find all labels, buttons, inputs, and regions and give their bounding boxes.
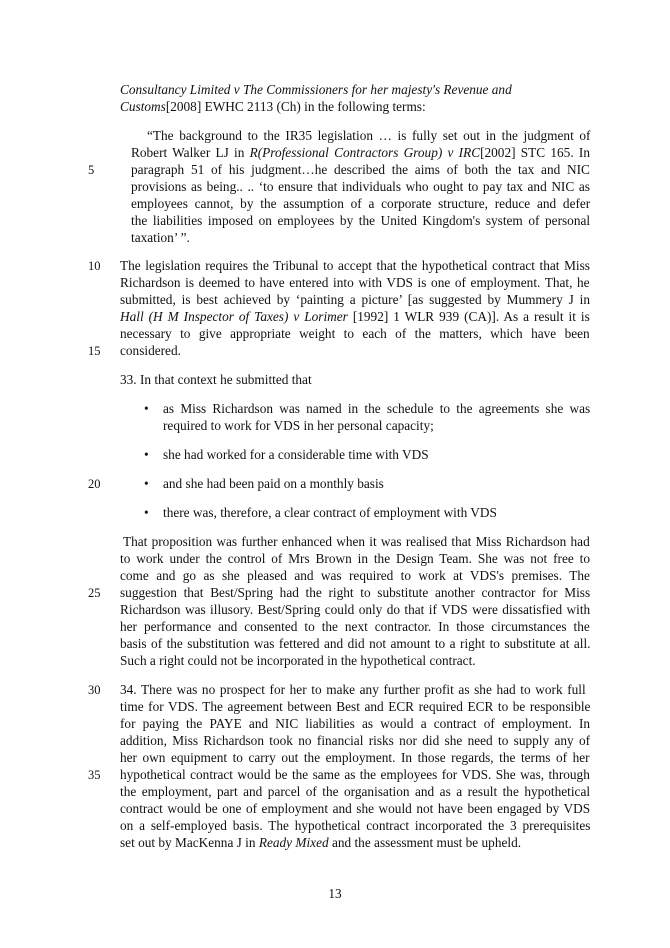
quote-line-4: provisions as being.. .. ‘to ensure that individuals who ought to pay tax and NIC as bbox=[131, 179, 590, 194]
line-number-10: 10 bbox=[88, 259, 101, 273]
para1-line-6: considered. bbox=[120, 343, 181, 358]
para2-line-2: to work under the control of Mrs Brown in the Design Team. She was not free to bbox=[120, 551, 590, 566]
quote-line-3: paragraph 51 of his judgment…he described the aims of both the tax and NIC bbox=[131, 162, 590, 177]
para1-line-5: necessary to give appropriate weight to each of the matters, which have been bbox=[120, 326, 590, 341]
para2-line-4: suggestion that Best/Spring had the right to substitute another contractor for Miss bbox=[120, 585, 591, 600]
para34-line-10: set out by MacKenna J in Ready Mixed and the assessment must be upheld. bbox=[120, 835, 522, 850]
bullet-3: • bbox=[144, 476, 149, 491]
para34-line-8: contract would be one of employment and she would not have been engaged by VDS bbox=[120, 801, 591, 816]
para34-line-6: hypothetical contract would be the same as the employees for VDS. She was, through bbox=[120, 767, 590, 782]
para1-line-4: Hall (H M Inspector of Taxes) v Lorimer [1992] 1 WLR 939 (CA)]. As a result it is bbox=[120, 309, 590, 324]
line-number-30: 30 bbox=[88, 683, 101, 697]
quote-line-1: “The background to the IR35 legislation … is fully set out in the judgment of bbox=[147, 128, 591, 143]
line-number-25: 25 bbox=[88, 586, 101, 600]
line-number-5: 5 bbox=[88, 163, 95, 177]
line-number-20: 20 bbox=[88, 477, 101, 491]
quote-line-7: taxation’ ”. bbox=[131, 230, 190, 245]
para34-line-5: her own equipment to carry out the employment. In those regards, the terms of her bbox=[120, 750, 590, 765]
bullet-1: • bbox=[144, 401, 149, 416]
quote-line-6: the liabilities imposed on employees by the United Kingdom's system of personal bbox=[131, 213, 591, 228]
intro-line-1: Consultancy Limited v The Commissioners for her majesty's Revenue and bbox=[120, 82, 512, 97]
bullet-1-line-2: required to work for VDS in her personal capacity; bbox=[163, 418, 434, 433]
page-number: 13 bbox=[328, 886, 342, 901]
para1-line-3: submitted, is best achieved by ‘painting a picture’ [as suggested by Mummery J in bbox=[120, 292, 590, 307]
para2-line-7: basis of the substitution was fettered and did not amount to a right to substitute at all. bbox=[120, 636, 591, 651]
para34-line-2: time for VDS. The agreement between Best and ECR required ECR to be responsible bbox=[120, 699, 591, 714]
para34-line-7: the employment, part and parcel of the organisation and as a result the hypothetical bbox=[120, 784, 591, 799]
bullet-3-line-1: and she had been paid on a monthly basis bbox=[163, 476, 384, 491]
para1-line-1: The legislation requires the Tribunal to accept that the hypothetical contract that Miss bbox=[120, 258, 590, 273]
para2-line-6: her performance and consented to the next contractor. In those circumstances the bbox=[120, 619, 590, 634]
para33-lead: 33. In that context he submitted that bbox=[120, 372, 312, 387]
bullet-2: • bbox=[144, 447, 149, 462]
quote-line-2: Robert Walker LJ in R(Professional Contractors Group) v IRC[2002] STC 165. In bbox=[131, 145, 590, 160]
quote-line-5: employees cannot, by the assumption of a corporate structure, reduce and defer bbox=[131, 196, 591, 211]
para2-line-8: Such a right could not be incorporated in the hypothetical contract. bbox=[120, 653, 476, 668]
para2-line-3: come and go as she pleased and was required to work at VDS's premises. The bbox=[120, 568, 590, 583]
para34-line-4: addition, Miss Richardson took no financial risks nor did she need to supply any of bbox=[120, 733, 591, 748]
bullet-4: • bbox=[144, 505, 149, 520]
bullet-2-line-1: she had worked for a considerable time with VDS bbox=[163, 447, 429, 462]
para34-line-3: for paying the PAYE and NIC liabilities as would a contract of employment. In bbox=[120, 716, 591, 731]
bullet-4-line-1: there was, therefore, a clear contract of employment with VDS bbox=[163, 505, 497, 520]
line-number-35: 35 bbox=[88, 768, 101, 782]
intro-line-2: Customs[2008] EWHC 2113 (Ch) in the following terms: bbox=[120, 99, 426, 114]
para2-line-5: Richardson was illusory. Best/Spring could only do that if VDS were dissatisfied with bbox=[120, 602, 591, 617]
para34-line-1: 34. There was no prospect for her to make any further profit as she had to work full bbox=[120, 682, 586, 697]
para2-line-1: That proposition was further enhanced when it was realised that Miss Richardson had bbox=[123, 534, 590, 549]
para1-line-2: Richardson is deemed to have entered into with VDS is one of employment. That, he bbox=[120, 275, 590, 290]
bullet-1-line-1: as Miss Richardson was named in the schedule to the agreements she was bbox=[163, 401, 591, 416]
line-number-15: 15 bbox=[88, 344, 101, 358]
para34-line-9: on a self-employed basis. The hypothetical contract incorporated the 3 prerequisites bbox=[120, 818, 591, 833]
